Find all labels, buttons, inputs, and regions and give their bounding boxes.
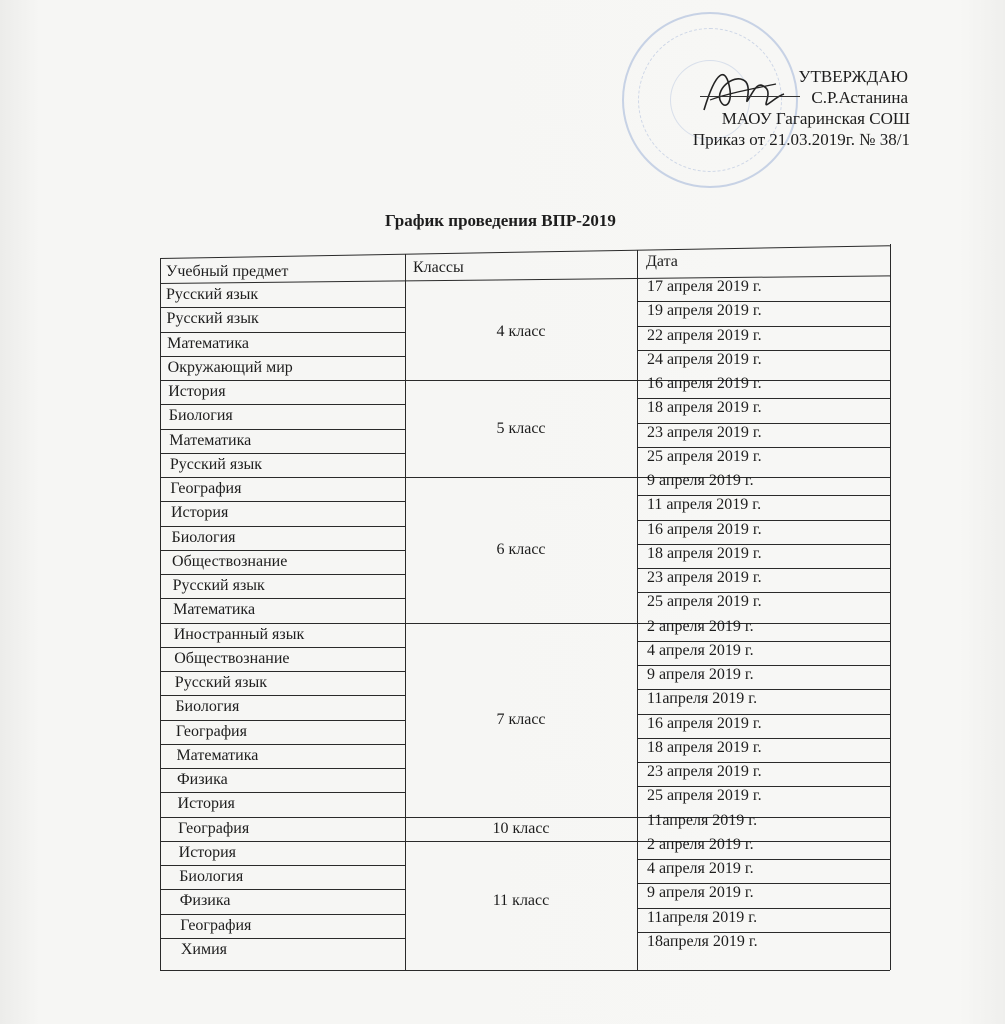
- group-divider: [160, 477, 890, 478]
- row-divider: [160, 865, 405, 866]
- date-cell: 17 апреля 2019 г.: [647, 278, 762, 295]
- subject-cell: Биология: [171, 528, 236, 546]
- row-divider: [160, 744, 405, 745]
- date-cell: 16 апреля 2019 г.: [647, 714, 762, 732]
- class-label: 4 класс: [496, 322, 546, 340]
- date-cell: 18апреля 2019 г.: [647, 932, 758, 950]
- subject-cell: Обществознание: [172, 552, 288, 570]
- subject-cell: Русский язык: [174, 674, 267, 691]
- approval-block: [693, 66, 910, 150]
- row-divider: [160, 720, 405, 721]
- date-cell: 4 апреля 2019 г.: [647, 641, 754, 659]
- group-divider: [160, 817, 890, 818]
- date-cell: 25 апреля 2019 г.: [647, 447, 762, 465]
- row-divider: [160, 550, 405, 551]
- approver-name: С.Р.Астанина: [811, 88, 908, 107]
- subject-cell: Иностранный язык: [173, 625, 305, 643]
- document-title: График проведения ВПР-2019: [385, 211, 616, 230]
- subject-cell: Математика: [176, 746, 259, 764]
- row-divider: [160, 647, 405, 648]
- row-divider: [160, 501, 405, 502]
- date-cell: 18 апреля 2019 г.: [647, 738, 762, 756]
- row-divider: [160, 938, 405, 939]
- date-cell: 22 апреля 2019 г.: [647, 326, 762, 344]
- date-cell: 18 апреля 2019 г.: [647, 399, 762, 417]
- subject-cell: Химия: [180, 940, 228, 958]
- group-divider: [160, 841, 890, 842]
- header-subject: Учебный предмет: [166, 263, 289, 280]
- date-cell: 4 апреля 2019 г.: [647, 860, 754, 877]
- date-cell: 23 апреля 2019 г.: [647, 763, 762, 780]
- date-cell: 16 апреля 2019 г.: [647, 520, 762, 538]
- group-divider: [160, 623, 890, 624]
- subject-cell: Биология: [168, 407, 233, 425]
- order-reference: Приказ от 21.03.2019г. № 38/1: [692, 130, 910, 149]
- subject-cell: Русский язык: [166, 286, 259, 303]
- table-border-top: [160, 245, 890, 259]
- class-label: 5 класс: [496, 419, 546, 437]
- subject-cell: Физика: [177, 771, 228, 788]
- date-cell: 19 апреля 2019 г.: [647, 302, 762, 320]
- row-divider: [160, 671, 405, 672]
- class-label: 6 класс: [496, 540, 546, 558]
- date-cell: 11 апреля 2019 г.: [647, 496, 762, 514]
- row-divider: [160, 792, 405, 793]
- table-border-right: [890, 244, 891, 970]
- approval-heading: УТВЕРЖДАЮ: [798, 67, 908, 86]
- date-cell: 2 апреля 2019 г.: [647, 835, 754, 853]
- row-divider: [160, 598, 405, 599]
- subject-cell: Обществознание: [174, 649, 290, 667]
- class-label: 7 класс: [496, 710, 546, 728]
- subject-cell: География: [170, 480, 242, 497]
- date-cell: 24 апреля 2019 г.: [647, 350, 762, 368]
- date-cell: 25 апреля 2019 г.: [647, 593, 762, 611]
- subject-cell: Русский язык: [169, 455, 263, 473]
- subject-cell: История: [170, 504, 229, 522]
- date-cell: 25 апреля 2019 г.: [647, 787, 762, 805]
- subject-cell: История: [168, 383, 226, 400]
- date-cell: 9 апреля 2019 г.: [647, 472, 754, 489]
- column-divider: [405, 254, 406, 970]
- subject-cell: Окружающий мир: [167, 358, 293, 376]
- date-cell: 23 апреля 2019 г.: [647, 423, 762, 441]
- date-cell: 9 апреля 2019 г.: [647, 884, 754, 902]
- subject-cell: Биология: [175, 698, 240, 716]
- header-classes: Классы: [413, 259, 464, 276]
- date-cell: 2 апреля 2019 г.: [647, 617, 754, 635]
- row-divider: [160, 404, 405, 405]
- date-cell: 11апреля 2019 г.: [647, 811, 758, 829]
- date-cell: 18 апреля 2019 г.: [647, 544, 762, 562]
- subject-cell: История: [178, 843, 236, 861]
- date-cell: 9 апреля 2019 г.: [647, 666, 754, 683]
- subject-cell: Физика: [179, 892, 231, 910]
- row-divider: [160, 429, 405, 430]
- row-divider: [160, 768, 405, 769]
- school-name: МАОУ Гагаринская СОШ: [721, 109, 910, 128]
- table-border-bottom: [160, 970, 890, 971]
- subject-cell: Биология: [179, 868, 244, 885]
- date-cell: 11апреля 2019 г.: [647, 908, 758, 926]
- row-divider: [160, 307, 405, 308]
- subject-cell: Математика: [173, 601, 256, 619]
- row-divider: [160, 914, 405, 915]
- row-divider: [160, 526, 405, 527]
- column-divider: [637, 250, 638, 970]
- subject-cell: Русский язык: [172, 577, 265, 594]
- table-border-left: [160, 259, 161, 970]
- subject-cell: География: [175, 722, 247, 740]
- group-divider: [160, 380, 890, 381]
- date-cell: 16 апреля 2019 г.: [647, 375, 762, 392]
- date-cell: 23 апреля 2019 г.: [647, 569, 762, 586]
- row-divider: [160, 889, 405, 890]
- row-divider: [160, 574, 405, 575]
- subject-cell: География: [178, 819, 250, 837]
- subject-cell: Математика: [169, 431, 252, 449]
- row-divider: [160, 453, 405, 454]
- subject-cell: География: [180, 916, 252, 934]
- row-divider: [160, 356, 405, 357]
- header-date: Дата: [646, 253, 678, 270]
- subject-cell: Русский язык: [166, 310, 259, 328]
- class-label: 11 класс: [492, 892, 550, 910]
- subject-cell: Математика: [167, 334, 249, 352]
- row-divider: [160, 695, 405, 696]
- class-label: 10 класс: [492, 819, 550, 837]
- date-cell: 11апреля 2019 г.: [647, 690, 758, 708]
- row-divider: [160, 332, 405, 333]
- subject-cell: История: [177, 795, 235, 813]
